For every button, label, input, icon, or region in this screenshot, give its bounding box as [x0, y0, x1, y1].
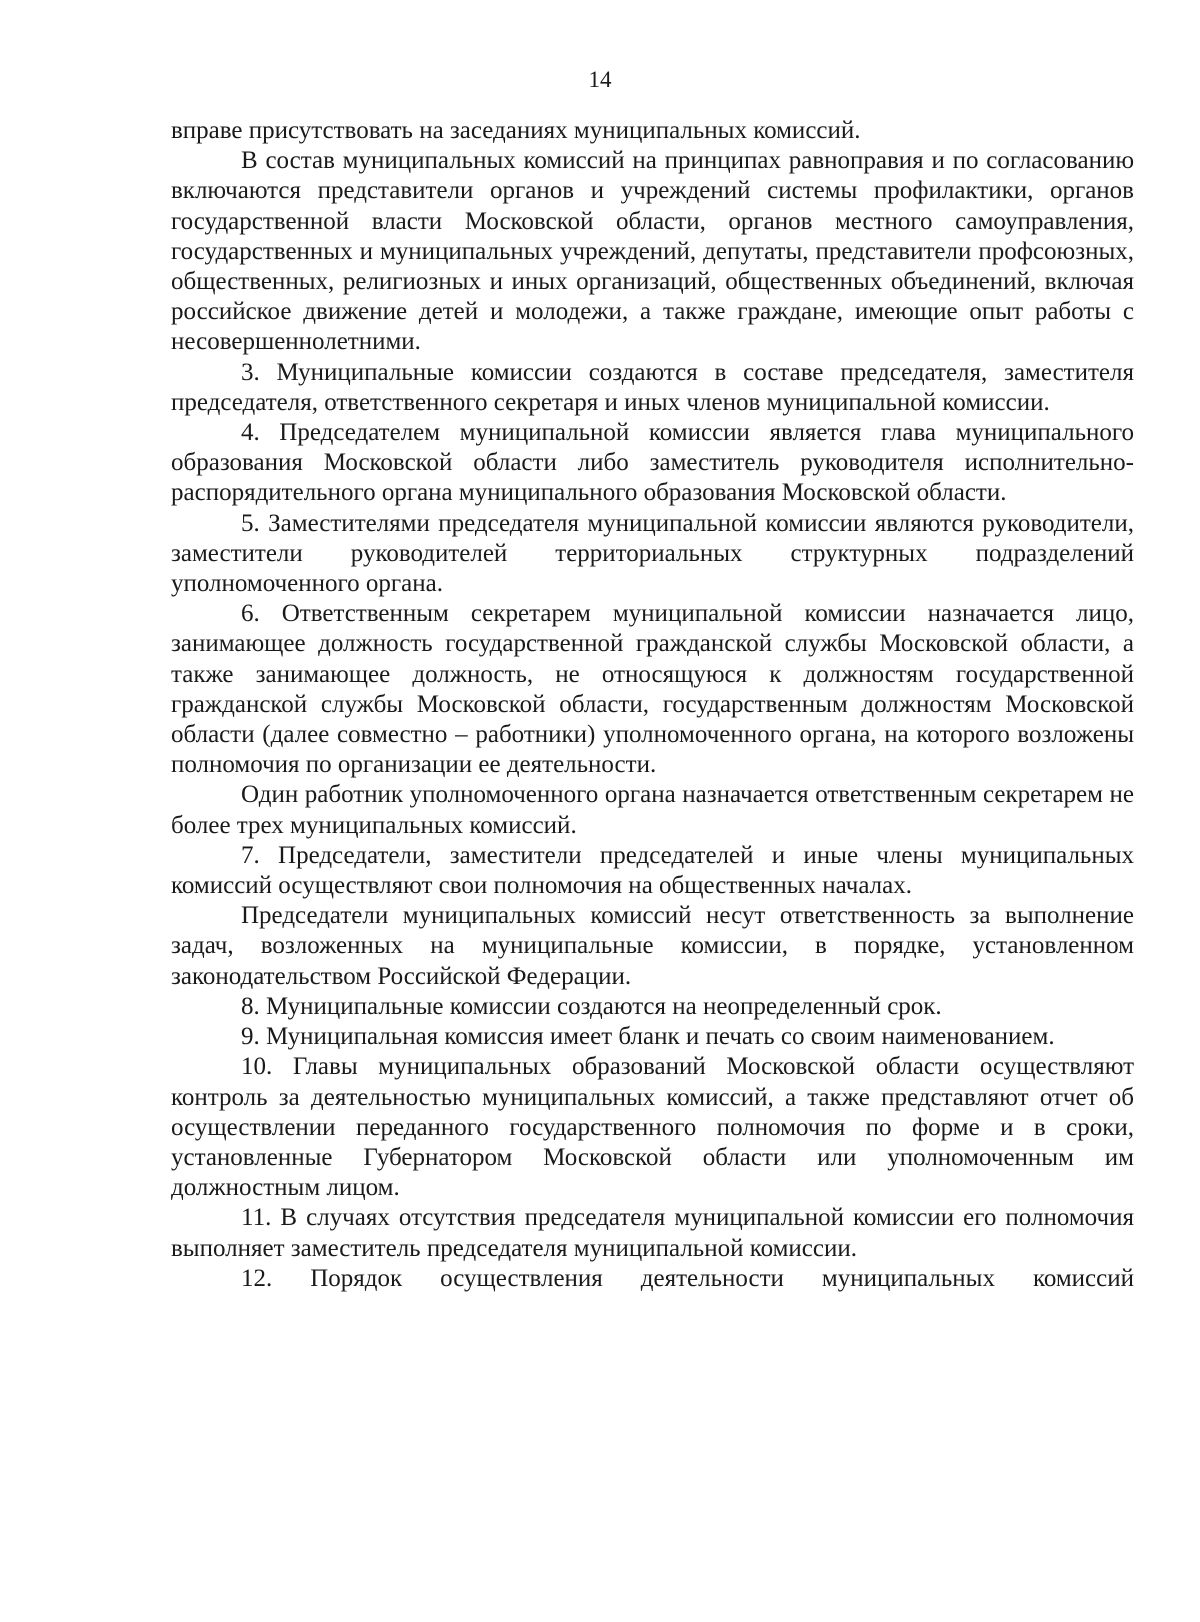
document-body — [171, 116, 1134, 1294]
paragraph-item-12: 12. Порядок осуществления деятельности муниципальных комиссий — [241, 1264, 1134, 1292]
paragraph-item-6: 6. Ответственным секретарем муниципальной комиссии назначается лицо, занимающее должность государственной гражданской службы Московской области, а также занимающее должность, не относящуюся к должностям государственной гражданской службы Московской области, государственным должностям Московской области (далее совместно – работники) уполномоченного органа, на которого возложены полномочия по организации ее деятельности. — [171, 600, 1134, 779]
paragraph-item-8: 8. Муниципальные комиссии создаются на неопределенный срок. — [241, 992, 942, 1020]
paragraph-item-6-secretary: Один работник уполномоченного органа назначается ответственным секретарем не более трех муниципальных комиссий. — [171, 781, 1134, 839]
paragraph-item-7: 7. Председатели, заместители председателей и иные члены муниципальных комиссий осуществляют свои полномочия на общественных началах. — [171, 841, 1134, 900]
page-number: 14 — [588, 67, 612, 92]
paragraph-item-7-responsibility: Председатели муниципальных комиссий несут ответственность за выполнение задач, возложенных на муниципальные комиссии, в порядке, установленном законодательством Российской Федерации. — [171, 902, 1134, 990]
paragraph-item-4: 4. Председателем муниципальной комиссии является глава муниципального образования Московской области либо заместитель руководителя исполнительно-распорядительного органа муниципального образования Московской области. — [171, 419, 1134, 507]
paragraph-composition: В состав муниципальных комиссий на принципах равноправия и по согласованию включаются представители органов и учреждений системы профилактики, органов государственной власти Московской области, органов местного самоуправления, государственных и муниципальных учреждений, депутаты, представители профсоюзных, общественных, религиозных и иных организаций, общественных объединений, включая российское движение детей и молодежи, а также граждане, имеющие опыт работы с несовершеннолетними. — [171, 147, 1134, 356]
paragraph-item-10: 10. Главы муниципальных образований Московской области осуществляют контроль за деятельностью муниципальных комиссий, а также представляют отчет об осуществлении переданного государственного полномочия по форме и в сроки, установленные Губернатором Московской области или уполномоченным им должностным лицом. — [171, 1053, 1134, 1202]
paragraph-continuation: вправе присутствовать на заседаниях муниципальных комиссий. — [171, 117, 861, 144]
paragraph-item-9: 9. Муниципальная комиссия имеет бланк и печать со своим наименованием. — [241, 1023, 1055, 1051]
paragraph-item-11: 11. В случаях отсутствия председателя муниципальной комиссии его полномочия выполняет заместитель председателя муниципальной комиссии. — [171, 1204, 1134, 1262]
paragraph-item-3: 3. Муниципальные комиссии создаются в составе председателя, заместителя председателя, ответственного секретаря и иных членов муниципальной комиссии. — [171, 358, 1134, 416]
paragraph-item-5: 5. Заместителями председателя муниципальной комиссии являются руководители, заместители руководителей территориальных структурных подразделений уполномоченного органа. — [171, 509, 1134, 598]
